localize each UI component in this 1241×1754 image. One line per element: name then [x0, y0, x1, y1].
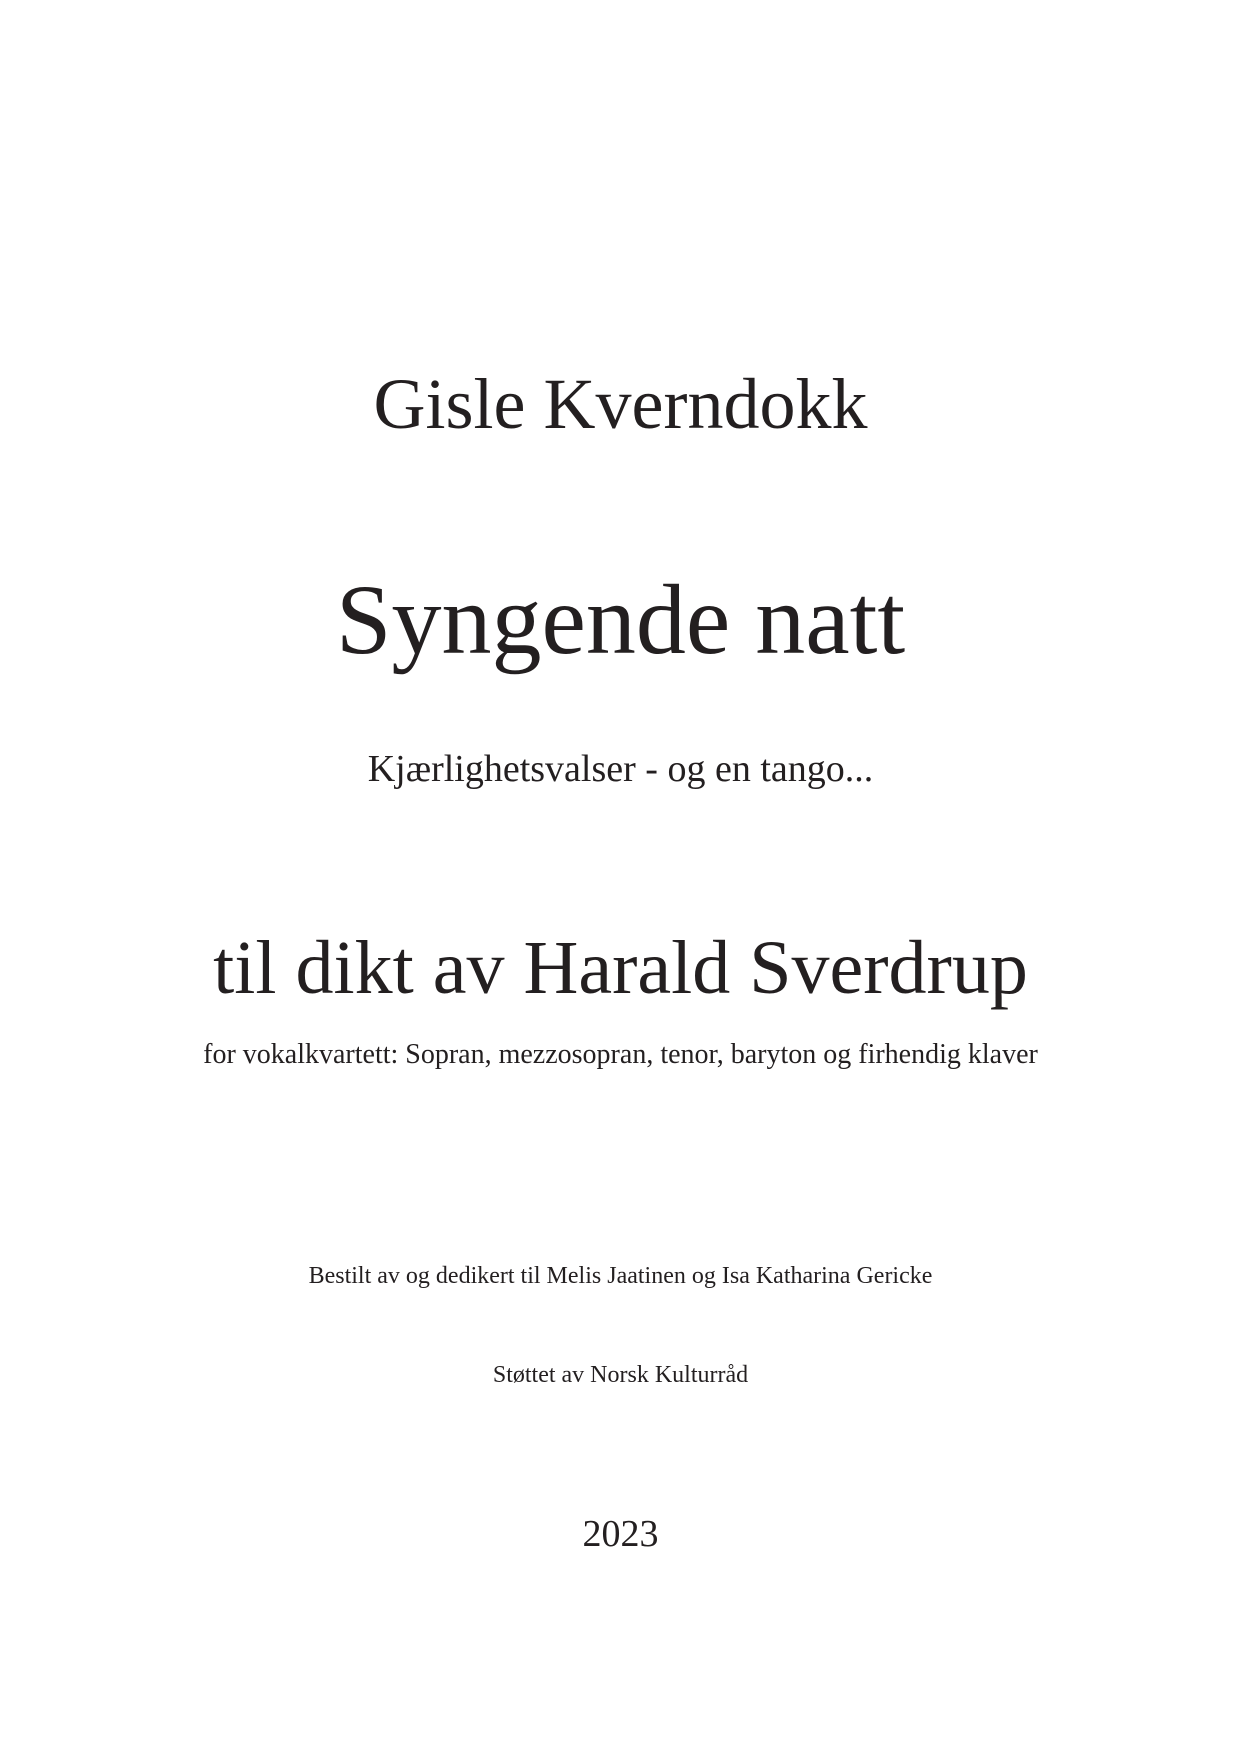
work-title: Syngende natt — [335, 564, 906, 675]
poet-line: til dikt av Harald Sverdrup — [213, 926, 1028, 1010]
work-subtitle: Kjærlighetsvalser - og en tango... — [367, 748, 874, 790]
dedication: Bestilt av og dedikert til Melis Jaatinen og Isa Katharina Gericke — [308, 1263, 933, 1289]
composer-name: Gisle Kverndokk — [373, 364, 868, 444]
year: 2023 — [582, 1513, 659, 1555]
support-credit: Støttet av Norsk Kulturråd — [492, 1362, 749, 1388]
instrumentation: for vokalkvartett: Sopran, mezzosopran, tenor, baryton og firhendig klaver — [203, 1039, 1038, 1070]
